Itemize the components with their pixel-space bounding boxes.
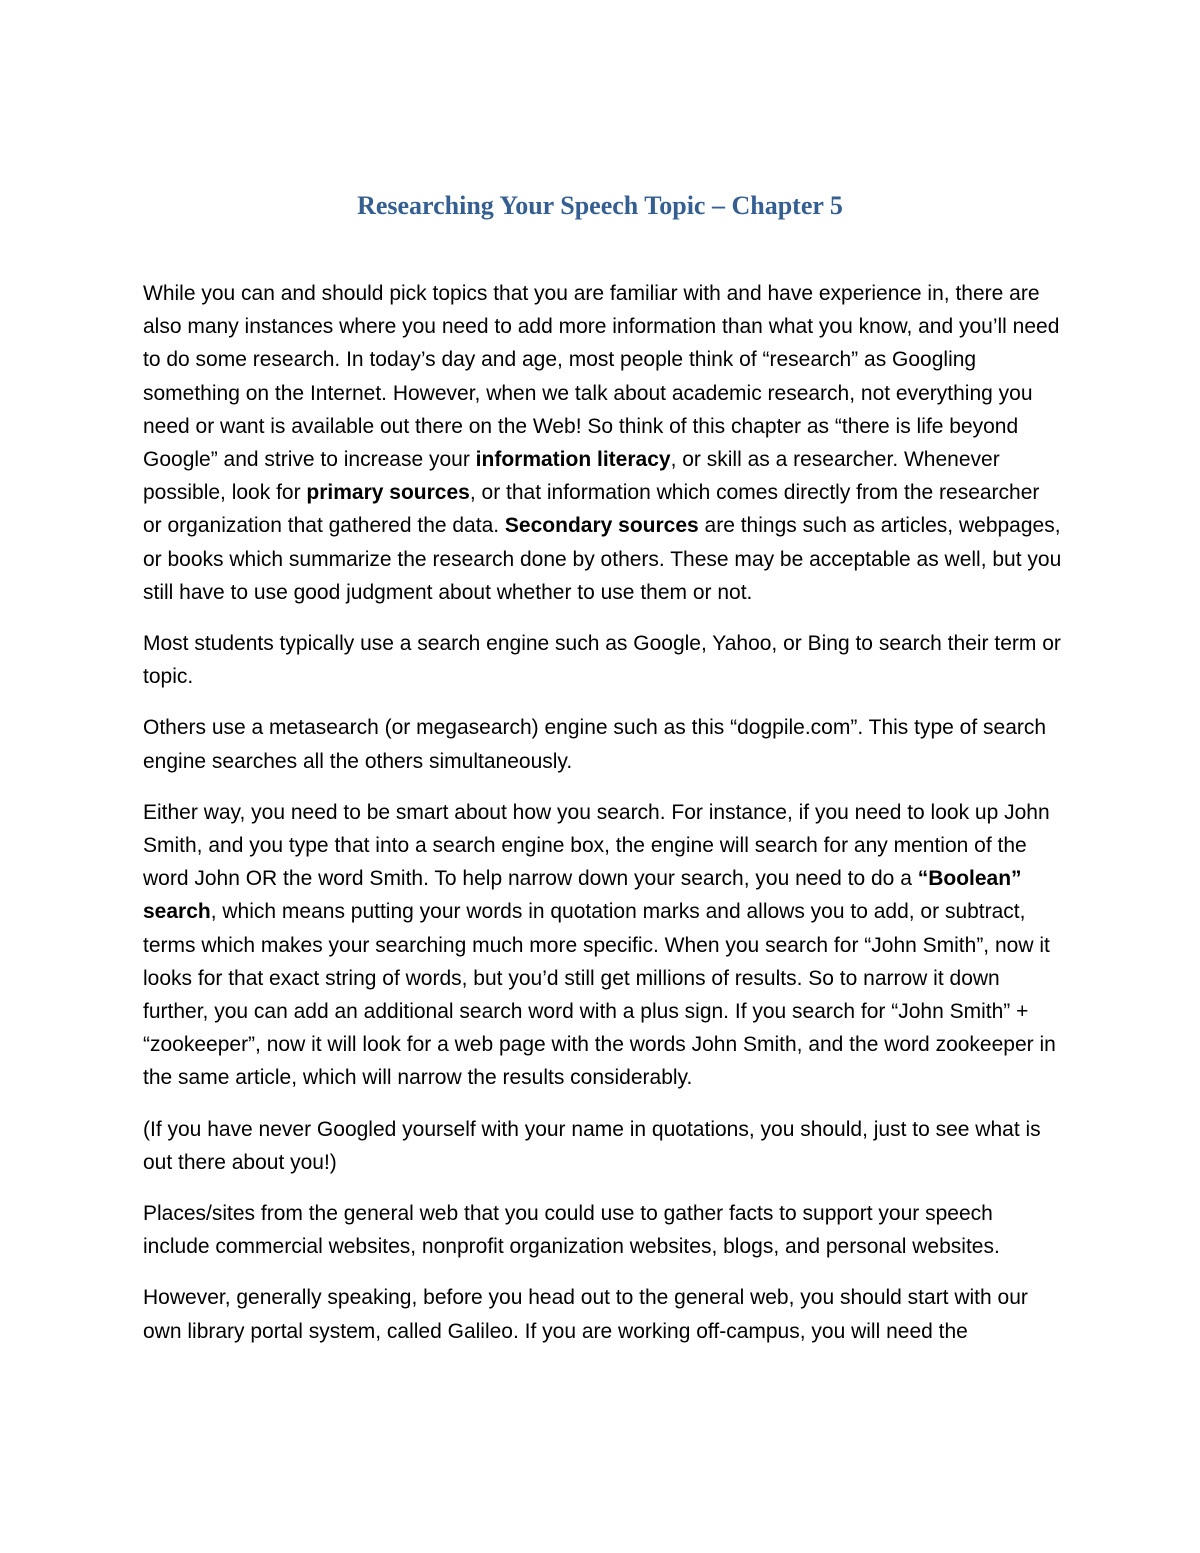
paragraph-metasearch: Others use a metasearch (or megasearch) engine such as this “dogpile.com”. This type of search engine searches all the others simultaneously. xyxy=(143,716,1047,773)
key-term-boolean-search: “Boolean” search xyxy=(143,867,1022,924)
text-run: Either way, you need to be smart about how you search. For instance, if you need to look up John Smith, and you type that into a search engine box, the engine will search for any mention of the word John OR the word Smith. To help narrow down your search, you need to do a xyxy=(143,800,1050,891)
paragraph-intro xyxy=(143,277,1063,609)
key-term-primary-sources: primary sources xyxy=(306,481,470,505)
key-term-secondary-sources: Secondary sources xyxy=(504,514,699,538)
paragraph-search-engines: Most students typically use a search engine such as Google, Yahoo, or Bing to search their term or topic. xyxy=(143,632,1061,689)
paragraph-galileo: However, generally speaking, before you head out to the general web, you should start with our own library portal system, called Galileo. If you are working off-campus, you will need the xyxy=(143,1286,1028,1343)
paragraph-google-yourself: (If you have never Googled yourself with your name in quotations, you should, just to see what is out there about you!) xyxy=(143,1117,1041,1174)
key-term-information-literacy: information literacy xyxy=(475,448,671,472)
page-title: Researching Your Speech Topic – Chapter 5 xyxy=(357,191,843,220)
text-run: , or that information which comes directly from the researcher or organization that gathered the data. xyxy=(143,481,1040,538)
text-run: are things such as articles, webpages, or books which summarize the research done by others. These may be acceptable as well, but you still have to use good judgment about whether to use them or not. xyxy=(143,514,1062,604)
paragraph-boolean-search xyxy=(143,796,1063,1095)
text-run: , or skill as a researcher. Whenever possible, look for xyxy=(143,448,1000,505)
document-body xyxy=(143,277,1063,1366)
paragraph-general-web: Places/sites from the general web that you could use to gather facts to support your speech include commercial websites, nonprofit organization websites, blogs, and personal websites. xyxy=(143,1202,1000,1259)
text-run: , which means putting your words in quotation marks and allows you to add, or subtract, terms which makes your searching much more specific. When you search for “John Smith”, now it looks for that exact string of words, but you’d still get millions of results. So to narrow it down further, you can add an additional search word with a plus sign. If you search for “John Smith” + “zookeeper”, now it will look for a web page with the words John Smith, and the word zookeeper in the same article, which will narrow the results considerably. xyxy=(143,900,1056,1090)
text-run: While you can and should pick topics that you are familiar with and have experience in, there are also many instances where you need to add more information than what you know, and you’ll need to do some research. In today’s day and age, most people think of “research” as Googling something on the Internet. However, when we talk about academic research, not everything you need or want is available out there on the Web! So think of this chapter as “there is life beyond Google” and strive to increase your xyxy=(143,282,1060,472)
